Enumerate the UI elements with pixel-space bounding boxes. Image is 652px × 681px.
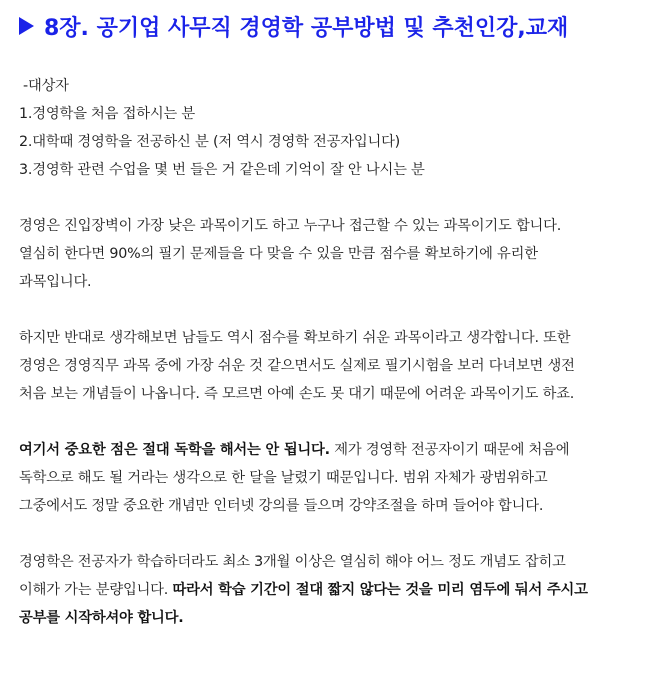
audience-item: 1.경영학을 처음 접하시는 분 xyxy=(19,106,195,122)
paragraph-line: 독학으로 해도 될 거라는 생각으로 한 달을 날렸기 때문입니다. 범위 자체가 광범위하고 xyxy=(19,470,548,486)
paragraph-text: 이해가 가는 분량입니다. xyxy=(19,582,173,598)
emphasis-text: 여기서 중요한 점은 절대 독학을 해서는 안 됩니다. xyxy=(19,442,330,458)
paragraph-line xyxy=(19,576,642,604)
paragraph-3 xyxy=(19,436,642,520)
paragraph-line: 하지만 반대로 생각해보면 남들도 역시 점수를 확보하기 쉬운 과목이라고 생각합니다. 또한 xyxy=(19,330,571,346)
section-title xyxy=(19,6,642,46)
paragraph-line xyxy=(19,436,642,464)
paragraph-4 xyxy=(19,548,642,632)
audience-heading: -대상자 xyxy=(23,78,69,94)
article-body xyxy=(19,46,642,632)
paragraph-line: 과목입니다. xyxy=(19,274,92,290)
paragraph-line: 처음 보는 개념들이 나옵니다. 즉 모르면 아예 손도 못 대기 때문에 어려운 과목이기도 하죠. xyxy=(19,386,575,402)
paragraph-2 xyxy=(19,324,642,408)
paragraph-line xyxy=(19,604,642,632)
paragraph-line: 경영학은 전공자가 학습하더라도 최소 3개월 이상은 열심히 해야 어느 정도 개념도 잡히고 xyxy=(19,554,566,570)
section-title-text: 8장. 공기업 사무직 경영학 공부방법 및 추천인강,교재 xyxy=(44,15,569,41)
emphasis-text: 따라서 학습 기간이 절대 짧지 않다는 것을 미리 염두에 둬서 주시고 xyxy=(172,582,588,598)
paragraph-line: 열심히 한다면 90%의 필기 문제들을 다 맞을 수 있을 만큼 점수를 확보하기에 유리한 xyxy=(19,246,538,262)
triangle-bullet-icon xyxy=(19,17,34,35)
paragraph-line: 경영은 경영직무 과목 중에 가장 쉬운 것 같으면서도 실제로 필기시험을 보러 다녀보면 생전 xyxy=(19,358,575,374)
paragraph-line: 경영은 진입장벽이 가장 낮은 과목이기도 하고 누구나 접근할 수 있는 과목이기도 합니다. xyxy=(19,218,562,234)
paragraph-text: 제가 경영학 전공자이기 때문에 처음에 xyxy=(329,442,570,458)
paragraph-line: 그중에서도 정말 중요한 개념만 인터넷 강의를 들으며 강약조절을 하며 들어야 합니다. xyxy=(19,498,544,514)
audience-item: 2.대학때 경영학을 전공하신 분 (저 역시 경영학 전공자입니다) xyxy=(19,134,401,150)
audience-block xyxy=(19,72,642,184)
paragraph-1 xyxy=(19,212,642,296)
emphasis-text: 공부를 시작하셔야 합니다. xyxy=(19,610,184,626)
audience-item: 3.경영학 관련 수업을 몇 번 들은 거 같은데 기억이 잘 안 나시는 분 xyxy=(19,162,425,178)
